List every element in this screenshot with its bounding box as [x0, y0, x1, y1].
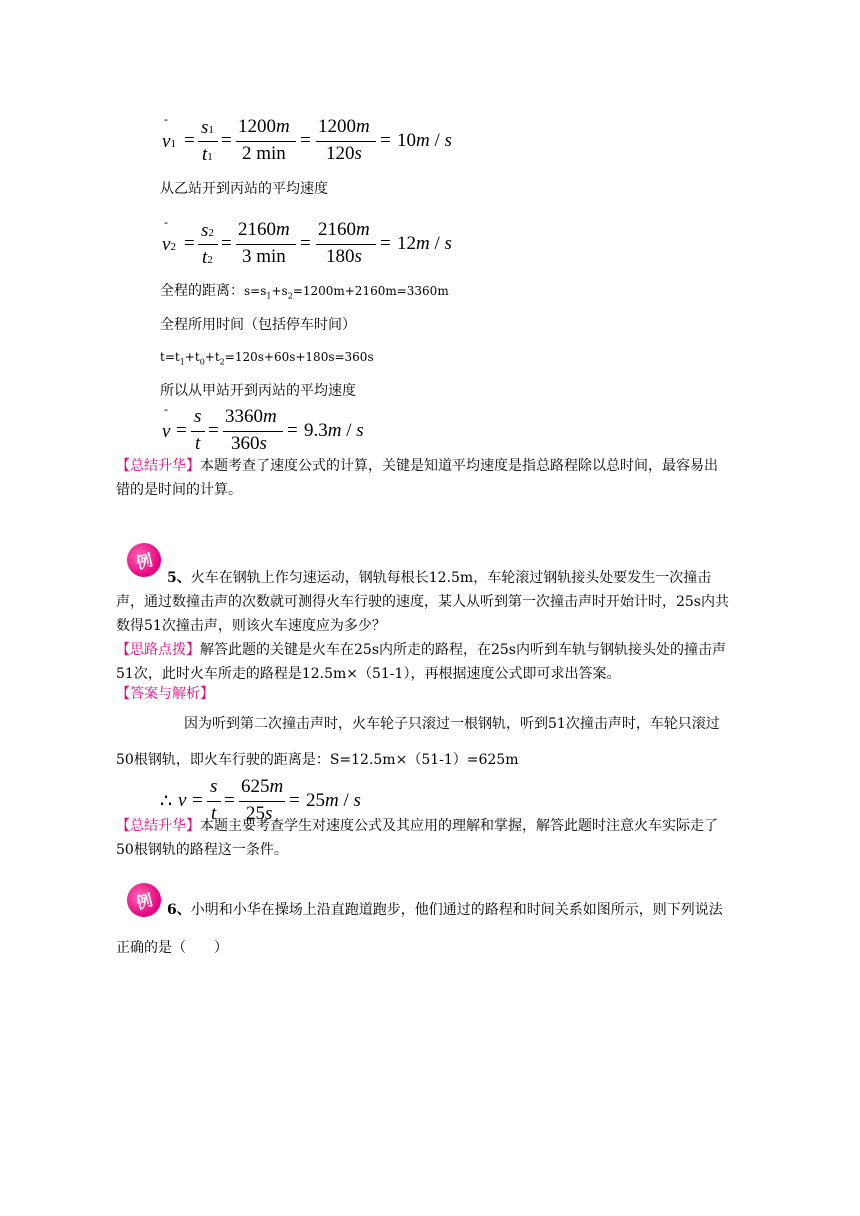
summary-tag: 【总结升华】 — [116, 458, 200, 474]
eq3-f2-den: 360s — [231, 433, 267, 454]
eq3-f2-num: 3360m — [225, 406, 277, 427]
example-number: 5、 — [167, 570, 191, 586]
line-ac-label: 所以从甲站开到丙站的平均速度 — [160, 383, 356, 399]
example-6-question: 6、小明和小华在操场上沿直跑道跑步，他们通过的路程和时间关系如图所示，则下列说法正确的是（ ） — [116, 902, 723, 956]
eq1-lhs: v1 — [162, 131, 176, 152]
time-label: 全程所用时间（包括停车时间） — [160, 317, 356, 333]
eq3-result: 9.3m / s — [304, 420, 364, 441]
equation-v-total — [158, 402, 378, 462]
eq1-f1-num: s1 — [201, 117, 214, 138]
bar-mark: - — [164, 402, 168, 416]
ex5-result: 25m / s — [306, 790, 361, 811]
distance-line — [160, 281, 449, 306]
ex5-f2-den: 25s — [246, 803, 273, 824]
example-6-badge: 例 — [123, 879, 165, 921]
eq2-f2-den: 3 min — [242, 246, 286, 267]
eq2-f3-den: 180s — [326, 246, 362, 267]
example-number: 6、 — [167, 902, 191, 918]
equals-sign: = — [176, 420, 187, 441]
eq1-f3-den: 120s — [326, 143, 362, 164]
line-bc-label: 从乙站开到丙站的平均速度 — [160, 181, 328, 197]
equals-sign: = — [221, 233, 232, 254]
example-5-badge: 例 — [123, 539, 165, 581]
eq1-result: 10m / s — [397, 130, 452, 151]
therefore-sign: ∴ — [160, 791, 173, 812]
eq2-f1-num: s2 — [201, 220, 214, 241]
eq2-f3-num: 2160m — [318, 219, 370, 240]
eq2-result: 12m / s — [397, 233, 452, 254]
ex5-f1-num: s — [210, 776, 218, 797]
eq1-f2-num: 1200m — [238, 116, 290, 137]
ex5-lhs: v — [178, 790, 187, 811]
distance-label: 全程的距离： — [160, 283, 244, 299]
equals-sign: = — [300, 233, 311, 254]
time-expression: $t=t_1+t_0+t_2=120s+60s+180s=360s$ — [160, 350, 374, 367]
summary-2: 【总结升华】本题主要考查学生对速度公式及其应用的理解和掌握，解答此题时注意火车实际走了50根钢轨的路程这一条件。 — [116, 818, 718, 858]
summary-tag: 【总结升华】 — [116, 818, 200, 834]
equals-sign: = — [184, 233, 195, 254]
equals-sign: = — [192, 790, 203, 811]
hint-tag: 【思路点拨】 — [116, 642, 200, 658]
summary-1 — [116, 454, 731, 502]
eq2-f2-num: 2160m — [238, 219, 290, 240]
eq1-f3-num: 1200m — [318, 116, 370, 137]
eq3-f1-den: t — [195, 433, 201, 454]
eq2-lhs: v2 — [162, 234, 176, 255]
equals-sign: = — [184, 130, 195, 151]
ex5-f1-den: t — [211, 803, 217, 824]
summary-text: 本题考查了速度公式的计算，关键是知道平均速度是指总路程除以总时间，最容易出错的是时间的计算。 — [116, 458, 718, 498]
example-5-hint: 【思路点拨】解答此题的关键是火车在25s内所走的路程，在25s内听到车轨与钢轨接头处的撞击声51次，此时火车所走的路程是12.5m×（51-1），再根据速度公式即可求出答案。 — [116, 642, 726, 682]
equation-v2 — [158, 215, 458, 275]
equals-sign: = — [300, 130, 311, 151]
bar-mark: - — [164, 215, 168, 229]
ex5-f2-num: 625m — [241, 776, 284, 797]
equals-sign: = — [380, 130, 391, 151]
eq1-f2-den: 2 min — [242, 143, 286, 164]
equals-sign: = — [208, 420, 219, 441]
eq1-f1-den: t1 — [202, 144, 213, 165]
equals-sign: = — [221, 130, 232, 151]
example-5-answer: 因为听到第二次撞击声时，火车轮子只滚过一根钢轨，听到51次撞击声时，车轮只滚过50根钢轨，即火车行驶的距离是：S=12.5m×（51-1）=625m — [116, 716, 720, 768]
eq3-f1-num: s — [194, 406, 202, 427]
equals-sign: = — [289, 790, 300, 811]
answer-tag: 【答案与解析】 — [116, 686, 214, 702]
equation-v1 — [158, 112, 458, 172]
eq2-f1-den: t2 — [202, 247, 213, 268]
example-5-question: 5、火车在钢轨上作匀速运动，钢轨每根长12.5m，车轮滚过钢轨接头处要发生一次撞击声，通过数撞击声的次数就可测得火车行驶的速度，某人从听到第一次撞击声时开始计时，25s内共数得51次撞击声，则该火车速度应为多少？ — [116, 570, 729, 634]
equals-sign: = — [287, 420, 298, 441]
distance-expr: $s=s_1+s_2=1200m+2160m=3360m$ — [244, 284, 449, 301]
equals-sign: = — [224, 790, 235, 811]
eq3-lhs: v — [162, 421, 171, 442]
bar-mark: - — [164, 112, 168, 126]
equals-sign: = — [380, 233, 391, 254]
